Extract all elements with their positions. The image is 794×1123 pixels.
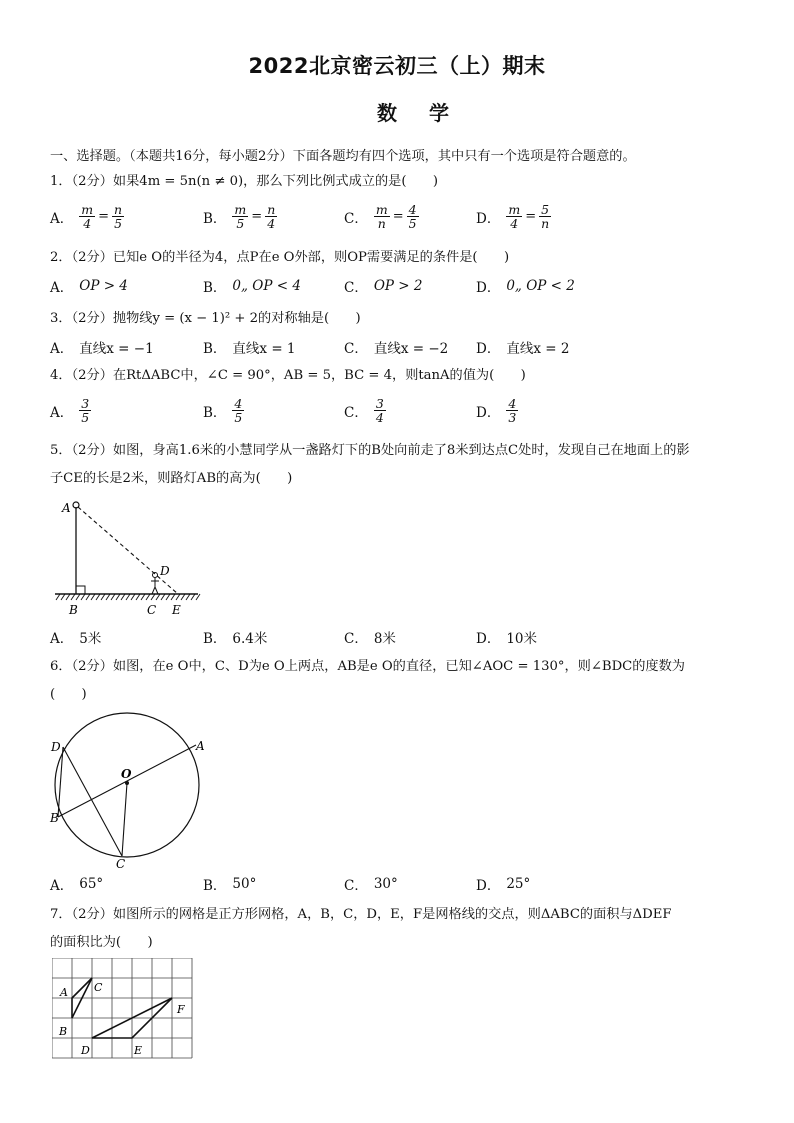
hatch-mark xyxy=(141,594,145,600)
hatch-mark xyxy=(81,594,85,600)
hatch-mark xyxy=(96,594,100,600)
chord-dc xyxy=(63,747,122,856)
question-6-stem: 6．（2分）如图，在e O中，C、D为e O上两点，AB是e O的直径，已知∠AOC = 130°，则∠BDC的度数为 xyxy=(50,659,685,674)
hatch-mark xyxy=(146,594,150,600)
hatch-mark xyxy=(56,594,60,600)
question-4-stem: 4．（2分）在RtΔABC中，∠C = 90°，AB = 5，BC = 4，则tanA的值为( ) xyxy=(50,368,526,383)
question-5-figure xyxy=(50,495,210,620)
label-b: B xyxy=(69,603,78,617)
hatch-mark xyxy=(161,594,165,600)
label-a: A xyxy=(60,986,68,999)
question-2-option-d[interactable]: D． 0„ OP < 2 xyxy=(476,278,575,296)
right-angle-mark xyxy=(76,586,85,594)
hatch-mark xyxy=(156,594,160,600)
question-4-option-a[interactable]: A． $\frac{3}{5}$ xyxy=(50,396,90,425)
question-4-options xyxy=(0,396,794,425)
question-2-option-c[interactable]: C． OP > 2 xyxy=(344,278,423,296)
label-c: C xyxy=(147,603,157,617)
hatch-mark xyxy=(186,594,190,600)
label-e: E xyxy=(134,1044,143,1057)
question-6-options xyxy=(0,874,794,898)
hatch-mark xyxy=(121,594,125,600)
hatch-mark xyxy=(91,594,95,600)
question-6-option-b[interactable]: B． 50° xyxy=(203,876,257,894)
label-b: B xyxy=(59,1025,68,1038)
question-6-option-a[interactable]: A． 65° xyxy=(50,876,104,894)
question-5-option-b[interactable]: B． 6.4米 xyxy=(203,631,268,647)
question-4-option-d[interactable]: D． $\frac{4}{3}$ xyxy=(476,396,517,425)
hatch-mark xyxy=(101,594,105,600)
question-5-option-d[interactable]: D． 10米 xyxy=(476,631,538,647)
question-3-stem: 3．（2分）抛物线y = (x − 1)² + 2的对称轴是( ) xyxy=(50,311,361,326)
label-a: A xyxy=(196,739,205,753)
label-d: D xyxy=(160,564,170,578)
question-6-figure xyxy=(46,705,216,875)
hatch-mark xyxy=(196,594,200,600)
question-3-option-b[interactable]: B． 直线x = 1 xyxy=(203,341,296,357)
center-point xyxy=(125,781,129,785)
question-7-stem-continued: 的面积比为( ) xyxy=(50,935,153,950)
question-3-option-d[interactable]: D． 直线x = 2 xyxy=(476,341,570,357)
question-2-options xyxy=(0,276,794,300)
hatch-mark xyxy=(181,594,185,600)
label-f: F xyxy=(177,1003,185,1016)
hatch-mark xyxy=(111,594,115,600)
question-5-option-c[interactable]: C． 8米 xyxy=(344,631,396,647)
question-1-option-c[interactable]: C． $\frac{m}{n}$ = $\frac{4}{5}$ xyxy=(344,202,417,231)
question-7-figure xyxy=(52,958,198,1062)
question-3-options xyxy=(0,337,794,361)
hatch-mark xyxy=(66,594,70,600)
label-b: B xyxy=(50,811,59,825)
question-7-stem: 7．（2分）如图所示的网格是正方形网格，A，B，C，D，E，F是网格线的交点，则ΔABC的面积与ΔDEF xyxy=(50,907,672,922)
question-6-option-d[interactable]: D． 25° xyxy=(476,876,531,894)
label-c: C xyxy=(116,857,126,871)
label-d: D xyxy=(81,1044,90,1057)
hatch-mark xyxy=(76,594,80,600)
question-2-option-a[interactable]: A． OP > 4 xyxy=(50,278,128,296)
section-heading: 一、选择题。（本题共16分，每小题2分）下面各题均有四个选项，其中只有一个选项是符合题意的。 xyxy=(50,149,636,164)
hatch-mark xyxy=(106,594,110,600)
question-5-option-a[interactable]: A． 5米 xyxy=(50,631,102,647)
hatch-mark xyxy=(61,594,65,600)
hatch-mark xyxy=(71,594,75,600)
hatch-mark xyxy=(126,594,130,600)
hatch-mark xyxy=(136,594,140,600)
label-a: A xyxy=(62,501,71,515)
exam-title: 2022北京密云初三（上）期末 xyxy=(248,54,546,78)
label-d: D xyxy=(51,740,61,754)
hatch-mark xyxy=(131,594,135,600)
question-5-stem-continued: 子CE的长是2米，则路灯AB的高为( ) xyxy=(50,471,293,486)
label-c: C xyxy=(94,981,103,994)
label-o: O xyxy=(121,767,132,781)
question-3-option-a[interactable]: A． 直线x = −1 xyxy=(50,341,154,357)
question-4-option-c[interactable]: C． $\frac{3}{4}$ xyxy=(344,396,384,425)
question-1-option-d[interactable]: D． $\frac{m}{4}$ = $\frac{5}{n}$ xyxy=(476,202,550,231)
hatch-mark xyxy=(86,594,90,600)
question-6-stem-continued: ( ) xyxy=(50,687,87,702)
question-2-option-b[interactable]: B． 0„ OP < 4 xyxy=(203,278,301,296)
question-4-option-b[interactable]: B． $\frac{4}{5}$ xyxy=(203,396,243,425)
question-3-option-c[interactable]: C． 直线x = −2 xyxy=(344,341,449,357)
label-e: E xyxy=(172,603,181,617)
hatch-mark xyxy=(171,594,175,600)
subject-title: 数学 xyxy=(377,101,481,125)
question-2-stem: 2．（2分）已知e O的半径为4，点P在e O外部，则OP需要满足的条件是( ) xyxy=(50,250,510,265)
question-5-options xyxy=(0,627,794,651)
hatch-mark xyxy=(166,594,170,600)
light-ray xyxy=(78,507,178,594)
hatch-mark xyxy=(176,594,180,600)
question-1-option-a[interactable]: A． $\frac{m}{4}$ = $\frac{n}{5}$ xyxy=(50,202,123,231)
radius-oc xyxy=(122,783,127,856)
question-1-option-b[interactable]: B． $\frac{m}{5}$ = $\frac{n}{4}$ xyxy=(203,202,276,231)
ground-hatching xyxy=(56,594,200,600)
question-1-stem: 1．（2分）如果4m = 5n(n ≠ 0)，那么下列比例式成立的是( ) xyxy=(50,174,439,189)
hatch-mark xyxy=(116,594,120,600)
question-5-stem: 5．（2分）如图，身高1.6米的小慧同学从一盏路灯下的B处向前走了8米到达点C处时，发现自己在地面上的影 xyxy=(50,443,690,458)
hatch-mark xyxy=(151,594,155,600)
question-1-options xyxy=(0,202,794,231)
question-6-option-c[interactable]: C． 30° xyxy=(344,876,398,894)
square-grid xyxy=(52,958,192,1058)
hatch-mark xyxy=(191,594,195,600)
person-figure xyxy=(151,573,159,595)
